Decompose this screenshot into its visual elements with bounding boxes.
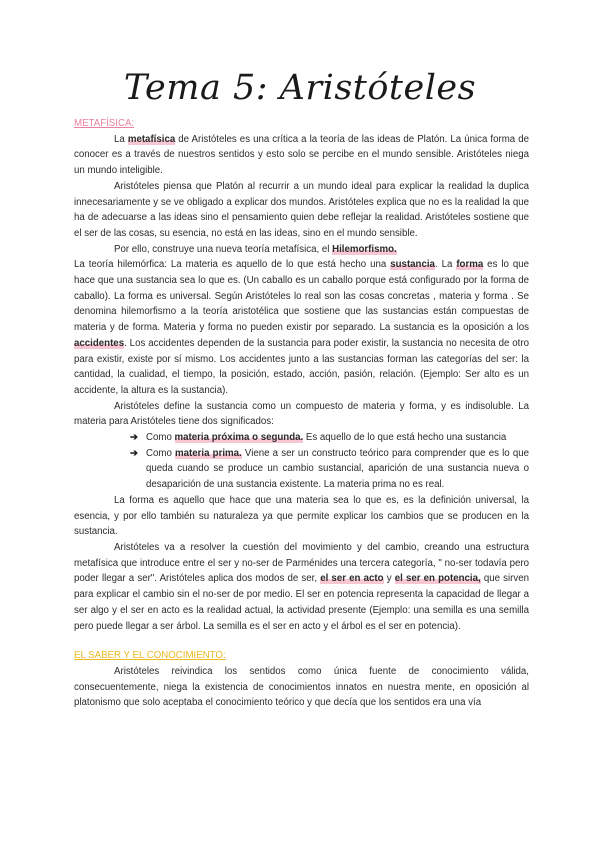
text-run: Como	[146, 447, 176, 459]
paragraph: La forma es aquello que hace que una materia sea lo que es, es la definición universal, la esencia, y por ello también su naturaleza ya que permite explicar los cambios que se producen en la sustancia.	[74, 494, 529, 538]
paragraph: Aristóteles define la sustancia como un compuesto de materia y forma, y es indisoluble. La materia para Aristóteles tiene dos significados:	[74, 400, 529, 428]
paragraph: Aristóteles reivindica los sentidos como única fuente de conocimiento válida, consecuentemente, niega la existencia de conocimientos innatos en nuestra mente, en oposición al platonismo que solo aceptaba el conocimiento teórico y que decía que los sentidos era una vía	[74, 665, 529, 709]
paragraph	[74, 540, 529, 634]
paragraph	[74, 242, 529, 258]
arrow-bullet-icon: ➔	[130, 432, 139, 444]
paragraph	[74, 257, 529, 398]
text-run: Como	[146, 432, 175, 444]
highlighted-term: materia próxima o segunda.	[174, 432, 304, 444]
arrow-bullet-icon: ➔	[130, 447, 139, 459]
list-item	[130, 446, 529, 493]
highlighted-term: el ser en potencia,	[394, 573, 481, 585]
section-spacer	[74, 634, 529, 648]
bullet-list	[74, 430, 529, 493]
document-body	[74, 116, 529, 711]
text-run: es lo que hace que una sustancia sea lo que es. (Un caballo es un caballo porque está configurado por la forma de caballo). La forma es universal. Según Aristóteles lo real son las cosas concretas , materia y forma . Se denomina hilemorfismo a la teoría aristotélica que sostiene que las sustancias están compuestas de materia y de forma. Materia y forma no pueden existir por separado. La sustancia es la oposición a los	[74, 259, 529, 334]
section-heading-metafisica: METAFÍSICA:	[74, 118, 135, 129]
section-heading-saber: EL SABER Y EL CONOCIMIENTO:	[74, 650, 226, 662]
page-title: Tema 5: Aristóteles	[123, 68, 477, 108]
text-run: que sirven para explicar el cambio sin el no-ser de por medio. El ser en potencia representa la capacidad de llegar a ser algo y el ser en acto es la realidad actual, la actividad presente (Ejemplo: una semilla es una semilla pero puede llegar a ser árbol. La semilla es el ser en acto y el árbol es el ser en potencia).	[74, 573, 530, 632]
text-run: La teoría hilemórfica: La materia es aquello de lo que está hecho una	[74, 259, 391, 271]
highlighted-term: sustancia	[390, 259, 435, 271]
text-run: Viene a ser un constructo teórico para comprender que es lo que queda cuando se produce un cambio sustancial, aparición de una sustancia nueva o desaparición de una sustancia existente. La materia prima no es real.	[146, 447, 529, 491]
highlighted-term: materia prima.	[175, 447, 242, 459]
paragraph: Aristóteles piensa que Platón al recurrir a un mundo ideal para explicar la realidad la duplica innecesariamente y se ve obligado a explicar dos mundos. Aristóteles explica que no es la realidad la que ha de adecuarse a las ideas sino el pensamiento quien debe reflejar la realidad. Aristóteles sostiene que el ser de las cosas, su esencia, no está en las ideas, sino en el mundo sensible.	[74, 180, 529, 239]
text-run: Aristóteles va a resolver la cuestión del movimiento y del cambio, creando una estructura metafísica que introduce entre el ser y no-ser de Parménides una tercera categoría, " no-ser todavía pero poder llegar a ser". Aristóteles aplica dos modos de ser,	[74, 541, 529, 585]
highlighted-term: accidentes	[74, 337, 125, 349]
text-run: de Aristóteles es una crítica a la teoría de las ideas de Platón. La única forma de conocer es a través de nuestros sentidos y esto solo se percibe en el mundo sensible. Aristóteles niega un mundo inteligible.	[74, 133, 530, 177]
text-run: La	[114, 133, 128, 145]
text-run: . La	[434, 259, 457, 271]
text-run: . Los accidentes dependen de la sustancia para poder existir, la sustancia no necesita de otro para existir, existe por sí mismo. Los accidentes junto a las sustancias forman las categorías del ser: la cantidad, la cualidad, el tiempo, la posición, estado, acción, pasión, relación. (Ejemplo: Ser alto es un accidente, la altura es la sustancia).	[74, 337, 529, 396]
text-run: Es aquello de lo que está hecho una sustancia	[303, 432, 507, 444]
paragraph	[74, 132, 529, 179]
text-run: Por ello, construye una nueva teoría metafísica, el	[114, 243, 333, 255]
list-item	[130, 430, 529, 446]
highlighted-term: Hilemorfismo.	[332, 243, 397, 255]
highlighted-term: el ser en acto	[320, 573, 384, 585]
highlighted-term: forma	[456, 259, 484, 271]
highlighted-term: metafísica	[127, 133, 176, 145]
text-run: y	[383, 573, 395, 585]
